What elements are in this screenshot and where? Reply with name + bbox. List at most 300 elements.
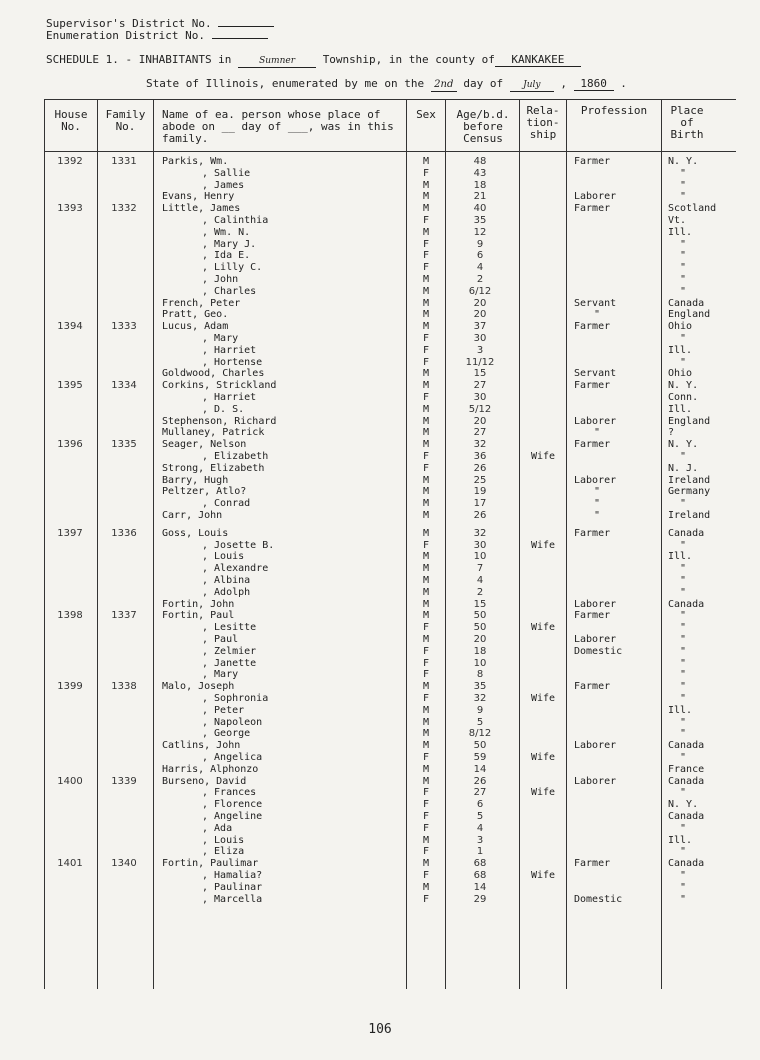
- birthplace-value: Canada: [668, 297, 705, 309]
- col-header-name: Name of ea. person whose place of abode on __ day of ___, was in this family.: [162, 108, 394, 145]
- sex-value: F: [422, 752, 430, 763]
- sex-value: M: [422, 309, 430, 321]
- birthplace-value: ": [680, 669, 687, 681]
- birthplace-value: ": [680, 179, 687, 191]
- birthplace-value: ": [680, 274, 687, 285]
- profession-value: Domestic: [574, 645, 623, 657]
- age-value: 6: [476, 799, 484, 811]
- house-number: 1399: [57, 681, 83, 693]
- age-value: 35: [473, 681, 487, 693]
- birthplace-value: Canada: [668, 811, 705, 822]
- house-number: 1394: [57, 321, 83, 333]
- person-name: , Josette B.: [202, 539, 275, 551]
- birthplace-value: Ill.: [668, 403, 693, 415]
- sex-value: M: [422, 510, 430, 521]
- sex-value: F: [422, 356, 430, 368]
- birthplace-value: Canada: [668, 775, 705, 787]
- person-name: French, Peter: [162, 297, 241, 309]
- age-value: 9: [476, 704, 484, 716]
- birthplace-value: ": [680, 893, 687, 905]
- house-number: 1398: [57, 610, 83, 622]
- person-name: , Lilly C.: [202, 262, 263, 274]
- sex-value: M: [422, 681, 430, 693]
- sex-value: M: [422, 704, 430, 716]
- sex-value: M: [422, 427, 430, 439]
- birthplace-value: Ohio: [668, 321, 693, 333]
- year-value: 1860: [574, 78, 614, 91]
- supervisor-blank: [218, 16, 274, 27]
- birthplace-value: ": [680, 881, 687, 893]
- sex-value: F: [422, 344, 430, 356]
- sex-value: M: [422, 226, 430, 238]
- person-name: , Lesitte: [202, 622, 257, 634]
- relationship-value: Wife: [530, 622, 556, 634]
- age-value: 17: [473, 498, 487, 510]
- age-value: 50: [473, 610, 487, 622]
- sex-value: M: [422, 563, 430, 575]
- county-value: KANKAKEE: [495, 54, 581, 67]
- birthplace-value: ": [680, 610, 687, 622]
- age-value: 32: [473, 693, 487, 704]
- profession-value: Laborer: [574, 775, 617, 787]
- profession-value: Farmer: [574, 203, 611, 215]
- person-name: , Janette: [202, 657, 257, 669]
- sex-value: M: [422, 858, 430, 870]
- profession-value: Farmer: [574, 610, 611, 622]
- family-number: 1338: [111, 681, 137, 693]
- profession-value: ": [594, 427, 601, 439]
- person-name: , George: [202, 728, 251, 740]
- birthplace-value: Germany: [668, 486, 711, 498]
- age-value: 5/12: [468, 403, 492, 415]
- age-value: 12: [473, 226, 487, 238]
- age-value: 29: [473, 893, 487, 905]
- sex-value: M: [422, 775, 430, 787]
- age-value: 6: [476, 250, 484, 262]
- sex-value: F: [422, 657, 430, 669]
- age-value: 11/12: [465, 356, 495, 368]
- sex-value: M: [422, 415, 430, 427]
- birthplace-value: ": [680, 728, 687, 740]
- birthplace-value: Ill.: [668, 226, 693, 238]
- birthplace-value: ": [680, 693, 687, 704]
- birthplace-value: ": [680, 191, 687, 203]
- age-value: 3: [476, 834, 484, 846]
- person-name: , Louis: [202, 551, 245, 563]
- sex-value: M: [422, 156, 430, 167]
- sex-value: F: [422, 539, 430, 551]
- relationship-value: Wife: [530, 870, 556, 881]
- age-value: 20: [473, 415, 487, 427]
- enumeration-district-line: [46, 28, 268, 42]
- col-header-relationship: Rela- tion- ship: [526, 104, 560, 141]
- sex-value: M: [422, 716, 430, 728]
- house-number: 1393: [57, 203, 83, 215]
- birthplace-value: ": [680, 787, 687, 799]
- person-name: Goldwood, Charles: [162, 368, 265, 380]
- age-value: 9: [476, 238, 484, 250]
- person-name: , Sallie: [202, 167, 251, 179]
- age-value: 48: [473, 156, 487, 167]
- family-number: 1334: [111, 380, 137, 392]
- age-value: 15: [473, 368, 487, 380]
- age-value: 50: [473, 740, 487, 752]
- sex-value: F: [422, 622, 430, 634]
- sex-value: F: [422, 893, 430, 905]
- sex-value: F: [422, 238, 430, 250]
- profession-value: Farmer: [574, 380, 611, 392]
- state-prefix: State of Illinois, enumerated by me on the: [146, 77, 425, 90]
- sex-value: F: [422, 787, 430, 799]
- age-value: 32: [473, 527, 487, 539]
- sex-value: M: [422, 728, 430, 740]
- sex-value: M: [422, 575, 430, 586]
- birthplace-value: England: [668, 415, 711, 427]
- birthplace-value: ": [680, 657, 687, 669]
- age-value: 19: [473, 486, 487, 498]
- age-value: 20: [473, 309, 487, 321]
- profession-value: Farmer: [574, 439, 611, 451]
- col-divider-2: [153, 99, 154, 989]
- person-name: Stephenson, Richard: [162, 415, 277, 427]
- age-value: 2: [476, 586, 484, 598]
- age-value: 27: [473, 380, 487, 392]
- age-value: 20: [473, 634, 487, 645]
- col-divider-1: [97, 99, 98, 989]
- age-value: 30: [473, 539, 487, 551]
- col-header-sex: Sex: [416, 108, 436, 121]
- profession-value: Farmer: [574, 681, 611, 693]
- person-name: , Charles: [202, 285, 257, 297]
- sex-value: F: [422, 811, 430, 822]
- profession-value: ": [594, 486, 601, 498]
- age-value: 26: [473, 775, 487, 787]
- col-divider-0: [44, 99, 45, 989]
- birthplace-value: ": [680, 238, 687, 250]
- person-name: Fortin, John: [162, 598, 235, 610]
- house-number: 1397: [57, 527, 83, 539]
- person-name: Lucus, Adam: [162, 321, 229, 333]
- age-value: 10: [473, 657, 487, 669]
- person-name: , Calinthia: [202, 215, 269, 226]
- sex-value: F: [422, 262, 430, 274]
- relationship-value: Wife: [530, 787, 556, 799]
- person-name: Malo, Joseph: [162, 681, 235, 693]
- house-number: 1395: [57, 380, 83, 392]
- person-name: Mullaney, Patrick: [162, 427, 265, 439]
- township-mid: Township, in the county of: [322, 53, 495, 66]
- family-number: 1331: [111, 156, 137, 167]
- age-value: 59: [473, 752, 487, 763]
- table-top-border: [44, 99, 736, 100]
- relationship-value: Wife: [530, 693, 556, 704]
- birthplace-value: N. J.: [668, 462, 699, 474]
- person-name: Seager, Nelson: [162, 439, 247, 451]
- birthplace-value: ": [680, 285, 687, 297]
- person-name: Fortin, Paulimar: [162, 858, 259, 870]
- day-value: 2nd: [431, 79, 457, 92]
- person-name: , Napoleon: [202, 716, 263, 728]
- person-name: , Zelmier: [202, 645, 257, 657]
- birthplace-value: Vt.: [668, 215, 687, 226]
- age-value: 7: [476, 563, 484, 575]
- person-name: , D. S.: [202, 403, 245, 415]
- birthplace-value: ": [680, 262, 687, 274]
- person-name: , Eliza: [202, 846, 245, 858]
- profession-value: Farmer: [574, 321, 611, 333]
- age-value: 68: [473, 858, 487, 870]
- age-value: 20: [473, 297, 487, 309]
- birthplace-value: N. Y.: [668, 799, 699, 811]
- birthplace-value: ": [680, 563, 687, 575]
- age-value: 1: [476, 846, 484, 858]
- sex-value: M: [422, 486, 430, 498]
- schedule-line: [46, 54, 581, 68]
- profession-value: Farmer: [574, 156, 611, 167]
- person-name: , Mary: [202, 669, 239, 681]
- person-name: Goss, Louis: [162, 527, 229, 539]
- person-name: Parkis, Wm.: [162, 156, 229, 167]
- profession-value: Laborer: [574, 740, 617, 752]
- col-header-family: Family No.: [105, 108, 146, 133]
- sex-value: M: [422, 610, 430, 622]
- person-name: , Wm. N.: [202, 226, 251, 238]
- sex-value: M: [422, 368, 430, 380]
- age-value: 5: [476, 811, 484, 822]
- birthplace-value: ": [680, 451, 687, 462]
- age-value: 43: [473, 167, 487, 179]
- birthplace-value: ": [680, 846, 687, 858]
- family-number: 1340: [111, 858, 137, 870]
- person-name: , Ada: [202, 822, 233, 834]
- birthplace-value: ": [680, 822, 687, 834]
- age-value: 30: [473, 333, 487, 344]
- age-value: 8/12: [468, 728, 492, 740]
- person-name: , Louis: [202, 834, 245, 846]
- sex-value: M: [422, 321, 430, 333]
- family-number: 1339: [111, 775, 137, 787]
- birthplace-value: ": [680, 356, 687, 368]
- person-name: , Conrad: [202, 498, 251, 510]
- person-name: Harris, Alphonzo: [162, 763, 259, 775]
- house-number: 1400: [57, 775, 83, 787]
- header-bottom-border: [44, 151, 736, 152]
- birthplace-value: Scotland: [668, 203, 717, 215]
- age-value: 21: [473, 191, 487, 203]
- person-name: , Adolph: [202, 586, 251, 598]
- birthplace-value: ?: [668, 427, 675, 439]
- age-value: 32: [473, 439, 487, 451]
- age-value: 18: [473, 179, 487, 191]
- sex-value: F: [422, 451, 430, 462]
- sex-value: M: [422, 586, 430, 598]
- age-value: 2: [476, 274, 484, 285]
- sex-value: F: [422, 799, 430, 811]
- sex-value: F: [422, 333, 430, 344]
- person-name: , Hortense: [202, 356, 263, 368]
- sex-value: M: [422, 274, 430, 285]
- sex-value: F: [422, 822, 430, 834]
- sex-value: M: [422, 203, 430, 215]
- profession-value: Laborer: [574, 598, 617, 610]
- sex-value: M: [422, 881, 430, 893]
- person-name: Corkins, Strickland: [162, 380, 277, 392]
- person-name: , Paul: [202, 634, 239, 645]
- col-divider-5: [519, 99, 520, 989]
- person-name: Burseno, David: [162, 775, 247, 787]
- birthplace-value: ": [680, 752, 687, 763]
- house-number: 1401: [57, 858, 83, 870]
- age-value: 35: [473, 215, 487, 226]
- birthplace-value: Ill.: [668, 834, 693, 846]
- birthplace-value: ": [680, 539, 687, 551]
- birthplace-value: ": [680, 870, 687, 881]
- profession-value: Laborer: [574, 474, 617, 486]
- birthplace-value: ": [680, 498, 687, 510]
- birthplace-value: Conn.: [668, 392, 699, 403]
- profession-value: Laborer: [574, 191, 617, 203]
- birthplace-value: Canada: [668, 740, 705, 752]
- age-value: 25: [473, 474, 487, 486]
- day-mid: day of: [463, 77, 504, 90]
- profession-value: Domestic: [574, 893, 623, 905]
- person-name: Fortin, Paul: [162, 610, 235, 622]
- col-header-birth: Place of Birth: [670, 104, 704, 141]
- birthplace-value: Ireland: [668, 474, 711, 486]
- month-value: July: [510, 79, 554, 92]
- age-value: 27: [473, 787, 487, 799]
- sex-value: M: [422, 498, 430, 510]
- profession-value: ": [594, 498, 601, 510]
- birthplace-value: France: [668, 763, 705, 775]
- sex-value: F: [422, 250, 430, 262]
- person-name: Carr, John: [162, 510, 223, 521]
- person-name: Little, James: [162, 203, 241, 215]
- birthplace-value: ": [680, 167, 687, 179]
- age-value: 4: [476, 575, 484, 586]
- birthplace-value: Ill.: [668, 704, 693, 716]
- age-value: 37: [473, 321, 487, 333]
- age-value: 68: [473, 870, 487, 881]
- person-name: , Peter: [202, 704, 245, 716]
- family-number: 1335: [111, 439, 137, 451]
- profession-value: Laborer: [574, 415, 617, 427]
- enumeration-label: Enumeration District No.: [46, 29, 205, 42]
- age-value: 8: [476, 669, 484, 681]
- person-name: , Florence: [202, 799, 263, 811]
- profession-value: Farmer: [574, 527, 611, 539]
- person-name: , Albina: [202, 575, 251, 586]
- sex-value: M: [422, 403, 430, 415]
- person-name: Barry, Hugh: [162, 474, 229, 486]
- birthplace-value: Ill.: [668, 344, 693, 356]
- person-name: Strong, Elizabeth: [162, 462, 265, 474]
- sex-value: M: [422, 527, 430, 539]
- person-name: , John: [202, 274, 239, 285]
- age-value: 10: [473, 551, 487, 563]
- person-name: , Angelica: [202, 752, 263, 763]
- age-value: 4: [476, 822, 484, 834]
- birthplace-value: Canada: [668, 527, 705, 539]
- sex-value: M: [422, 834, 430, 846]
- sex-value: F: [422, 870, 430, 881]
- enumeration-blank: [212, 28, 268, 39]
- age-value: 36: [473, 451, 487, 462]
- age-value: 26: [473, 462, 487, 474]
- age-value: 50: [473, 622, 487, 634]
- person-name: , James: [202, 179, 245, 191]
- birthplace-value: N. Y.: [668, 380, 699, 392]
- age-value: 14: [473, 763, 487, 775]
- supervisor-label: Supervisor's District No.: [46, 17, 212, 30]
- age-value: 40: [473, 203, 487, 215]
- birthplace-value: England: [668, 309, 711, 321]
- person-name: , Mary: [202, 333, 239, 344]
- sex-value: F: [422, 645, 430, 657]
- person-name: , Paulinar: [202, 881, 263, 893]
- sex-value: M: [422, 179, 430, 191]
- age-value: 15: [473, 598, 487, 610]
- sex-value: M: [422, 634, 430, 645]
- family-number: 1337: [111, 610, 137, 622]
- col-header-profession: Profession: [580, 104, 648, 117]
- family-number: 1332: [111, 203, 137, 215]
- birthplace-value: Ohio: [668, 368, 693, 380]
- sex-value: M: [422, 285, 430, 297]
- age-value: 18: [473, 645, 487, 657]
- profession-value: Servant: [574, 368, 617, 380]
- age-value: 6/12: [468, 285, 492, 297]
- sex-value: M: [422, 474, 430, 486]
- birthplace-value: ": [680, 634, 687, 645]
- house-number: 1396: [57, 439, 83, 451]
- page-number: 106: [368, 1022, 392, 1037]
- sex-value: F: [422, 462, 430, 474]
- birthplace-value: N. Y.: [668, 439, 699, 451]
- relationship-value: Wife: [530, 539, 556, 551]
- birthplace-value: ": [680, 681, 687, 693]
- relationship-value: Wife: [530, 752, 556, 763]
- col-divider-6: [566, 99, 567, 989]
- birthplace-value: ": [680, 333, 687, 344]
- sex-value: M: [422, 740, 430, 752]
- township-value: Sumner: [238, 55, 316, 68]
- sex-value: F: [422, 846, 430, 858]
- age-value: 3: [476, 344, 484, 356]
- sex-value: F: [422, 693, 430, 704]
- age-value: 30: [473, 392, 487, 403]
- age-value: 27: [473, 427, 487, 439]
- age-value: 5: [476, 716, 484, 728]
- person-name: , Angeline: [202, 811, 263, 822]
- family-number: 1336: [111, 527, 137, 539]
- sex-value: M: [422, 380, 430, 392]
- profession-value: Servant: [574, 297, 617, 309]
- schedule-prefix: SCHEDULE 1. - INHABITANTS in: [46, 53, 232, 66]
- person-name: , Mary J.: [202, 238, 257, 250]
- person-name: , Alexandre: [202, 563, 269, 575]
- person-name: , Ida E.: [202, 250, 251, 262]
- person-name: Peltzer, Atlo?: [162, 486, 247, 498]
- sex-value: M: [422, 551, 430, 563]
- sex-value: F: [422, 167, 430, 179]
- age-value: 4: [476, 262, 484, 274]
- family-number: 1333: [111, 321, 137, 333]
- birthplace-value: ": [680, 250, 687, 262]
- person-name: , Frances: [202, 787, 257, 799]
- birthplace-value: ": [680, 716, 687, 728]
- birthplace-value: ": [680, 645, 687, 657]
